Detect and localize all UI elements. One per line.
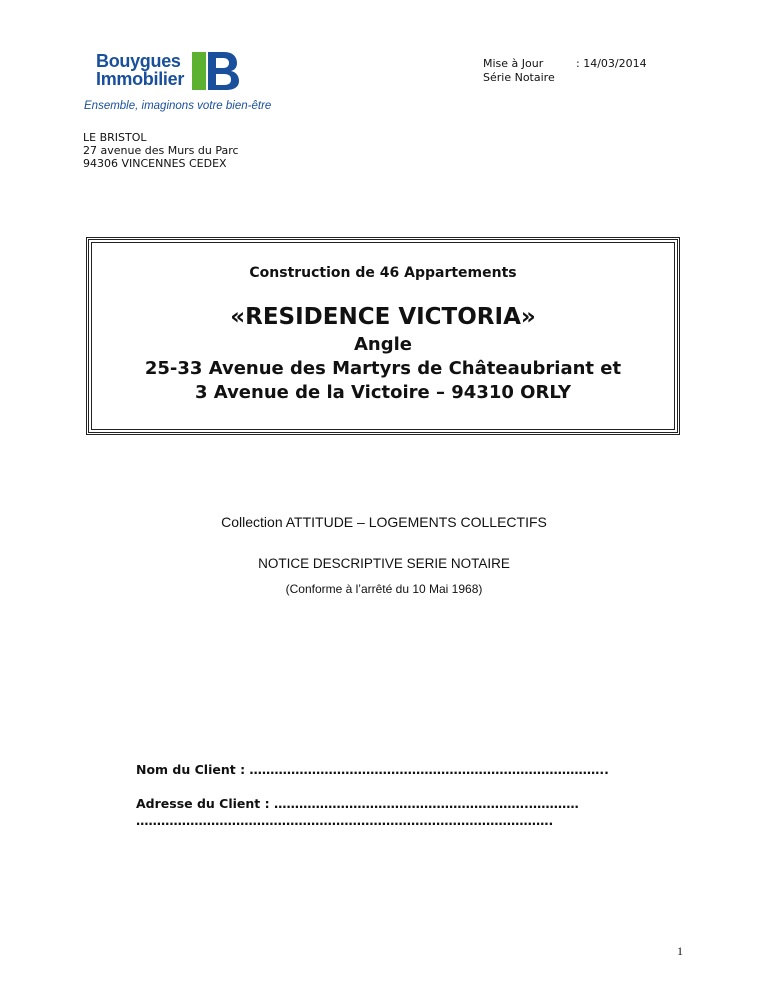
address-line-2: 27 avenue des Murs du Parc bbox=[83, 144, 239, 157]
project-title-box bbox=[86, 237, 680, 435]
update-date: : 14/03/2014 bbox=[576, 57, 647, 70]
site-address-line-1: 25-33 Avenue des Martyrs de Châteaubriant et bbox=[144, 358, 622, 379]
client-address-field bbox=[136, 796, 579, 811]
address-line-1: LE BRISTOL bbox=[83, 131, 147, 144]
logo-line-2: Immobilier bbox=[96, 69, 185, 89]
bouygues-immobilier-logo bbox=[84, 48, 272, 118]
client-name-dots: ………………………………………………………………………….. bbox=[249, 762, 609, 777]
client-address-dots-line-2: ………………………………………………………………………………………. bbox=[136, 813, 554, 828]
client-address-dots: …………………………………………………….………… bbox=[273, 796, 579, 811]
update-label: Mise à Jour bbox=[483, 57, 544, 70]
address-line-3: 94306 VINCENNES CEDEX bbox=[83, 157, 227, 170]
construction-heading: Construction de 46 Appartements bbox=[249, 265, 517, 281]
client-name-field bbox=[136, 762, 609, 777]
logo-b-mark-icon bbox=[192, 50, 240, 92]
client-name-label: Nom du Client : bbox=[136, 762, 250, 777]
angle-label: Angle bbox=[353, 334, 412, 355]
conformity-note: (Conforme à l’arrêté du 10 Mai 1968) bbox=[285, 582, 483, 596]
page-number: 1 bbox=[677, 944, 683, 958]
client-address-label: Adresse du Client : bbox=[136, 796, 274, 811]
notice-title: NOTICE DESCRIPTIVE SERIE NOTAIRE bbox=[258, 556, 510, 571]
series-label: Série Notaire bbox=[483, 71, 555, 84]
logo-line-1: Bouygues bbox=[96, 51, 181, 71]
collection-line: Collection ATTITUDE – LOGEMENTS COLLECTIFS bbox=[221, 514, 547, 530]
logo-tagline: Ensemble, imaginons votre bien-être bbox=[84, 100, 272, 112]
company-address bbox=[83, 131, 239, 170]
site-address-line-2: 3 Avenue de la Victoire – 94310 ORLY bbox=[194, 382, 572, 403]
residence-name: «RESIDENCE VICTORIA» bbox=[230, 304, 536, 330]
